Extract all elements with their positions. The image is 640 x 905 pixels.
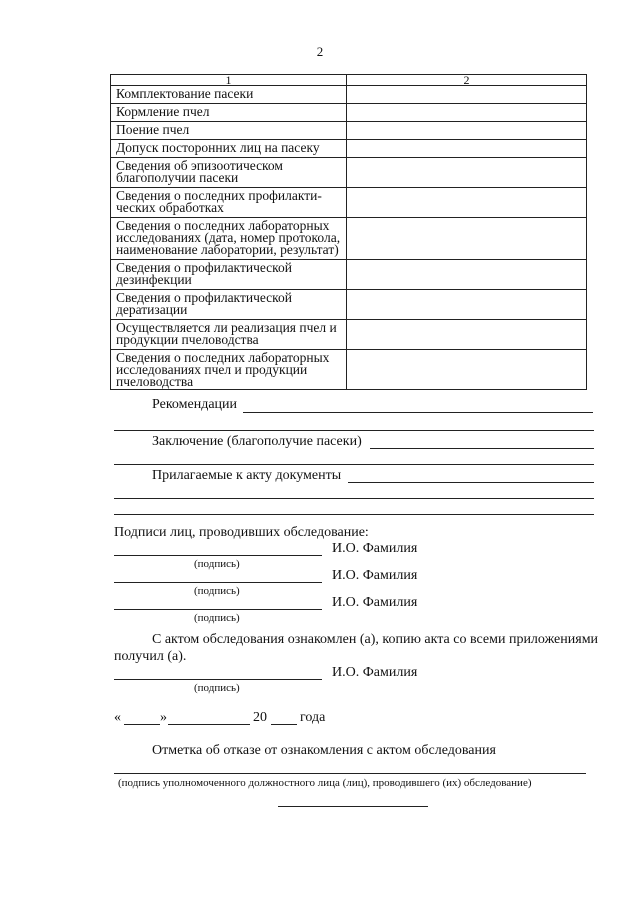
signer-name: И.О. Фамилия bbox=[332, 595, 418, 610]
signature-caption: (подпись) bbox=[194, 558, 240, 570]
acknowledgement-text-line-2: получил (а). bbox=[114, 649, 187, 664]
row-value-field[interactable] bbox=[347, 86, 587, 104]
official-name-line[interactable] bbox=[278, 806, 428, 807]
table-row bbox=[111, 320, 587, 350]
signature-line[interactable] bbox=[114, 582, 322, 583]
acknowledgement-text-line-1: С актом обследования ознакомлен (а), копию акта со всеми приложениями bbox=[152, 632, 599, 647]
acknowledgement-signature-caption: (подпись) bbox=[194, 682, 240, 694]
row-label: Поение пчел bbox=[111, 122, 347, 140]
date-day-field[interactable] bbox=[124, 724, 160, 725]
signature-caption: (подпись) bbox=[194, 612, 240, 624]
row-value-field[interactable] bbox=[347, 320, 587, 350]
row-label: Сведения о последних лабораторных исследованиях пчел и продукции пчеловодства bbox=[111, 350, 347, 390]
attachments-field-line-3[interactable] bbox=[114, 514, 594, 515]
row-label: Сведения об эпизоотическом благополучии пасеки bbox=[111, 158, 347, 188]
refusal-label: Отметка об отказе от ознакомления с актом обследования bbox=[152, 743, 496, 758]
recommendations-field[interactable] bbox=[243, 412, 593, 413]
row-value-field[interactable] bbox=[347, 350, 587, 390]
row-value-field[interactable] bbox=[347, 140, 587, 158]
date-quote-open: « bbox=[114, 710, 121, 725]
signature-line[interactable] bbox=[114, 555, 322, 556]
recommendations-label: Рекомендации bbox=[152, 397, 238, 412]
row-label: Допуск посторонних лиц на пасеку bbox=[111, 140, 347, 158]
conclusion-label: Заключение (благополучие пасеки) bbox=[152, 434, 362, 449]
table-header-col-1: 1 bbox=[111, 75, 347, 86]
date-month-field[interactable] bbox=[168, 724, 250, 725]
row-value-field[interactable] bbox=[347, 158, 587, 188]
signature-line[interactable] bbox=[114, 609, 322, 610]
row-label: Сведения о последних лабораторных исследованиях (дата, номер протокола, наименование лаборатории, результат) bbox=[111, 218, 347, 260]
page-number: 2 bbox=[316, 44, 324, 59]
row-label: Сведения о профилактической дезинфекции bbox=[111, 260, 347, 290]
signer-name: И.О. Фамилия bbox=[332, 568, 418, 583]
acknowledgement-signature-line[interactable] bbox=[114, 679, 322, 680]
attachments-label: Прилагаемые к акту документы bbox=[152, 468, 342, 483]
official-signature-line[interactable] bbox=[114, 773, 586, 774]
date-year-field[interactable] bbox=[271, 724, 297, 725]
table-row bbox=[111, 86, 587, 104]
attachments-field[interactable] bbox=[348, 482, 594, 483]
table-row bbox=[111, 122, 587, 140]
row-value-field[interactable] bbox=[347, 260, 587, 290]
signatures-heading: Подписи лиц, проводивших обследование: bbox=[114, 525, 369, 540]
row-label: Комплектование пасеки bbox=[111, 86, 347, 104]
table-header-col-2: 2 bbox=[347, 75, 587, 86]
row-label: Сведения о профилактической дератизации bbox=[111, 290, 347, 320]
table-row bbox=[111, 218, 587, 260]
recommendations-field-line-2[interactable] bbox=[114, 430, 594, 431]
table-row bbox=[111, 260, 587, 290]
row-value-field[interactable] bbox=[347, 122, 587, 140]
row-label: Кормление пчел bbox=[111, 104, 347, 122]
table-row bbox=[111, 104, 587, 122]
row-value-field[interactable] bbox=[347, 290, 587, 320]
table-row bbox=[111, 290, 587, 320]
conclusion-field[interactable] bbox=[370, 448, 594, 449]
row-value-field[interactable] bbox=[347, 104, 587, 122]
inspection-table bbox=[110, 74, 587, 390]
table-row bbox=[111, 350, 587, 390]
conclusion-field-line-2[interactable] bbox=[114, 464, 594, 465]
row-label: Осуществляется ли реализация пчел и продукции пчеловодства bbox=[111, 320, 347, 350]
date-quote-close: » bbox=[160, 710, 167, 725]
acknowledgement-signer-name: И.О. Фамилия bbox=[332, 665, 418, 680]
date-year-prefix: 20 bbox=[253, 710, 267, 725]
official-signature-caption: (подпись уполномоченного должностного лица (лиц), проводившего (их) обследование) bbox=[118, 777, 532, 789]
table-row bbox=[111, 140, 587, 158]
row-label: Сведения о последних профилакти-ческих обработках bbox=[111, 188, 347, 218]
signer-name: И.О. Фамилия bbox=[332, 541, 418, 556]
row-value-field[interactable] bbox=[347, 188, 587, 218]
attachments-field-line-2[interactable] bbox=[114, 498, 594, 499]
signature-caption: (подпись) bbox=[194, 585, 240, 597]
date-year-suffix: года bbox=[300, 710, 326, 725]
table-header-row bbox=[111, 75, 587, 86]
table-row bbox=[111, 158, 587, 188]
table-row bbox=[111, 188, 587, 218]
row-value-field[interactable] bbox=[347, 218, 587, 260]
